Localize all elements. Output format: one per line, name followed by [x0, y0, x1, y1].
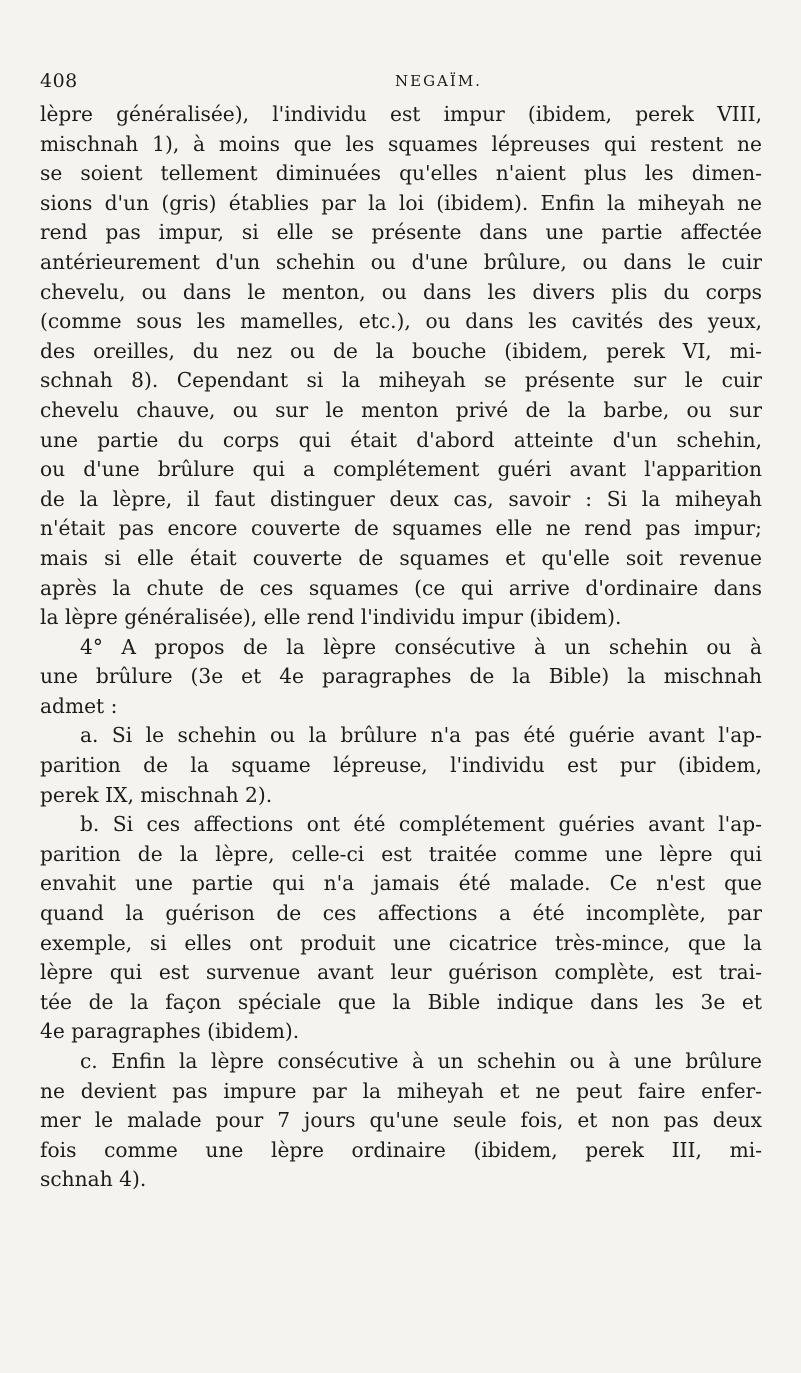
page-header — [40, 70, 760, 100]
text-line: lèpre généralisée), l'individu est impur (ibidem, perek VIII, — [40, 102, 762, 126]
text-line: fois comme une lèpre ordinaire (ibidem, perek III, mi- — [40, 1137, 762, 1162]
text-line: envahit une partie qui n'a jamais été malade. Ce n'est que — [40, 871, 762, 896]
text-line: chevelu, ou dans le menton, ou dans les divers plis du corps — [40, 279, 762, 304]
text-line: b. Si ces affections ont été complétement guéries avant l'ap- — [80, 812, 762, 837]
text-line: sions d'un (gris) établies par la loi (ibidem). Enfin la miheyah ne — [40, 190, 762, 215]
body-text — [40, 100, 762, 1195]
text-line: mais si elle était couverte de squames et qu'elle soit revenue — [40, 545, 762, 570]
text-line: c. Enfin la lèpre consécutive à un schehin ou à une brûlure — [80, 1049, 762, 1073]
text-line: lèpre qui est survenue avant leur guérison complète, est trai- — [40, 960, 762, 985]
text-line: chevelu chauve, ou sur le menton privé de la barbe, ou sur — [40, 397, 762, 422]
text-line: ou d'une brûlure qui a complétement guéri avant l'apparition — [40, 457, 762, 482]
text-line: parition de la lèpre, celle-ci est traitée comme une lèpre qui — [40, 841, 762, 866]
text-line: une brûlure (3e et 4e paragraphes de la Bible) la mischnah — [40, 664, 762, 689]
text-line: de la lèpre, il faut distinguer deux cas, savoir : Si la miheyah — [40, 486, 762, 511]
text-line: la lèpre généralisée), elle rend l'individu impur (ibidem). — [40, 605, 622, 630]
text-line: des oreilles, du nez ou de la bouche (ibidem, perek VI, mi- — [40, 338, 762, 363]
text-line: schnah 8). Cependant si la miheyah se présente sur le cuir — [40, 368, 762, 393]
text-line: 4e paragraphes (ibidem). — [40, 1019, 300, 1044]
text-line: perek IX, mischnah 2). — [40, 782, 273, 807]
text-line: une partie du corps qui était d'abord atteinte d'un schehin, — [40, 427, 762, 452]
page-number: 408 — [40, 70, 78, 92]
text-line: 4° A propos de la lèpre consécutive à un schehin ou à — [80, 634, 762, 659]
text-line: admet : — [40, 693, 118, 718]
text-line: après la chute de ces squames (ce qui arrive d'ordinaire dans — [40, 575, 762, 600]
text-line: a. Si le schehin ou la brûlure n'a pas été guérie avant l'ap- — [80, 723, 762, 748]
text-line: mischnah 1), à moins que les squames lépreuses qui restent ne — [40, 131, 762, 156]
text-line: se soient tellement diminuées qu'elles n'aient plus les dimen- — [40, 161, 762, 186]
text-line: (comme sous les mamelles, etc.), ou dans les cavités des yeux, — [40, 309, 762, 334]
text-line: tée de la façon spéciale que la Bible indique dans les 3e et — [40, 989, 762, 1014]
text-line: mer le malade pour 7 jours qu'une seule fois, et non pas deux — [40, 1108, 762, 1133]
text-line: ne devient pas impure par la miheyah et ne peut faire enfer- — [40, 1078, 762, 1103]
text-line: exemple, si elles ont produit une cicatrice très-mince, que la — [40, 930, 762, 955]
running-head: NEGAÏM. — [395, 72, 482, 90]
text-line: quand la guérison de ces affections a été incomplète, par — [40, 901, 762, 926]
text-line: schnah 4). — [40, 1167, 147, 1192]
text-line: rend pas impur, si elle se présente dans une partie affectée — [40, 220, 762, 245]
text-line: parition de la squame lépreuse, l'individu est pur (ibidem, — [40, 753, 762, 778]
text-line: n'était pas encore couverte de squames elle ne rend pas impur; — [40, 516, 762, 541]
text-line: antérieurement d'un schehin ou d'une brûlure, ou dans le cuir — [40, 249, 762, 274]
